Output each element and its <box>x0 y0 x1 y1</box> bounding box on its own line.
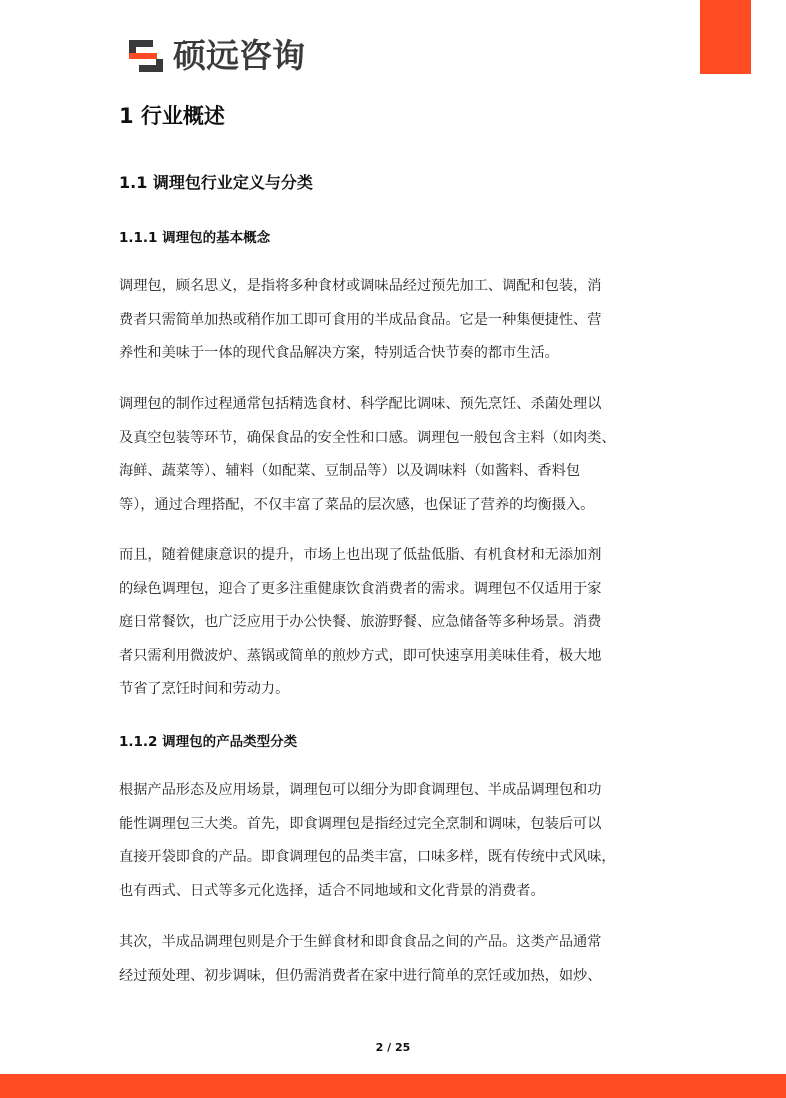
brand-logo <box>127 36 305 76</box>
section-heading: 1 行业概述 <box>119 104 225 128</box>
text-line: 能性调理包三大类。首先，即食调理包是指经过完全烹制和调味，包装后可以 <box>119 815 602 832</box>
paragraph <box>119 926 671 993</box>
text-line: 庭日常餐饮，也广泛应用于办公快餐、旅游野餐、应急储备等多种场景。消费 <box>119 614 602 630</box>
corner-accent-block <box>700 0 751 74</box>
text-line: 节省了烹饪时间和劳动力。 <box>119 681 290 697</box>
paragraph <box>119 539 671 707</box>
text-line: 及真空包装等环节，确保食品的安全性和口感。调理包一般包含主料（如肉类、 <box>119 429 616 446</box>
text-line: 的绿色调理包，迎合了更多注重健康饮食消费者的需求。调理包不仅适用于家 <box>119 580 602 597</box>
paragraph <box>119 270 671 371</box>
text-line: 调理包的制作过程通常包括精选食材、科学配比调味、预先烹饪、杀菌处理以 <box>119 396 602 412</box>
text-line: 经过预处理、初步调味，但仍需消费者在家中进行简单的烹饪或加热，如炒、 <box>119 967 602 984</box>
text-line: 费者只需简单加热或稍作加工即可食用的半成品食品。它是一种集便捷性、营 <box>119 311 602 328</box>
page-number: 2 / 25 <box>375 1041 411 1054</box>
text-line: 者只需利用微波炉、蒸锅或简单的煎炒方式，即可快速享用美味佳肴，极大地 <box>119 647 602 664</box>
text-line: 调理包，顾名思义，是指将多种食材或调味品经过预先加工、调配和包装，消 <box>119 278 602 294</box>
logo-mark-icon <box>127 38 165 74</box>
text-line: 其次，半成品调理包则是介于生鲜食材和即食食品之间的产品。这类产品通常 <box>119 934 602 950</box>
logo-text: 硕远咨询 <box>173 36 305 75</box>
text-line: 也有西式、日式等多元化选择，适合不同地域和文化背景的消费者。 <box>119 882 545 899</box>
subsubsection-heading-product-types: 1.1.2 调理包的产品类型分类 <box>119 734 298 750</box>
text-line: 而且，随着健康意识的提升，市场上也出现了低盐低脂、有机食材和无添加剂 <box>119 547 602 563</box>
text-line: 根据产品形态及应用场景，调理包可以细分为即食调理包、半成品调理包和功 <box>119 782 602 798</box>
paragraph <box>119 388 671 522</box>
text-line: 直接开袋即食的产品。即食调理包的品类丰富，口味多样，既有传统中式风味， <box>119 849 616 865</box>
subsection-heading: 1.1 调理包行业定义与分类 <box>119 173 313 192</box>
footer-accent-bar <box>0 1074 786 1098</box>
text-line: 等），通过合理搭配，不仅丰富了菜品的层次感，也保证了营养的均衡摄入。 <box>119 496 595 513</box>
text-line: 海鲜、蔬菜等）、辅料（如配菜、豆制品等）以及调味料（如酱料、香料包 <box>119 463 581 479</box>
paragraph <box>119 774 671 908</box>
text-line: 养性和美味于一体的现代食品解决方案，特别适合快节奏的都市生活。 <box>119 345 559 361</box>
subsubsection-heading-basic-concept: 1.1.1 调理包的基本概念 <box>119 230 271 246</box>
